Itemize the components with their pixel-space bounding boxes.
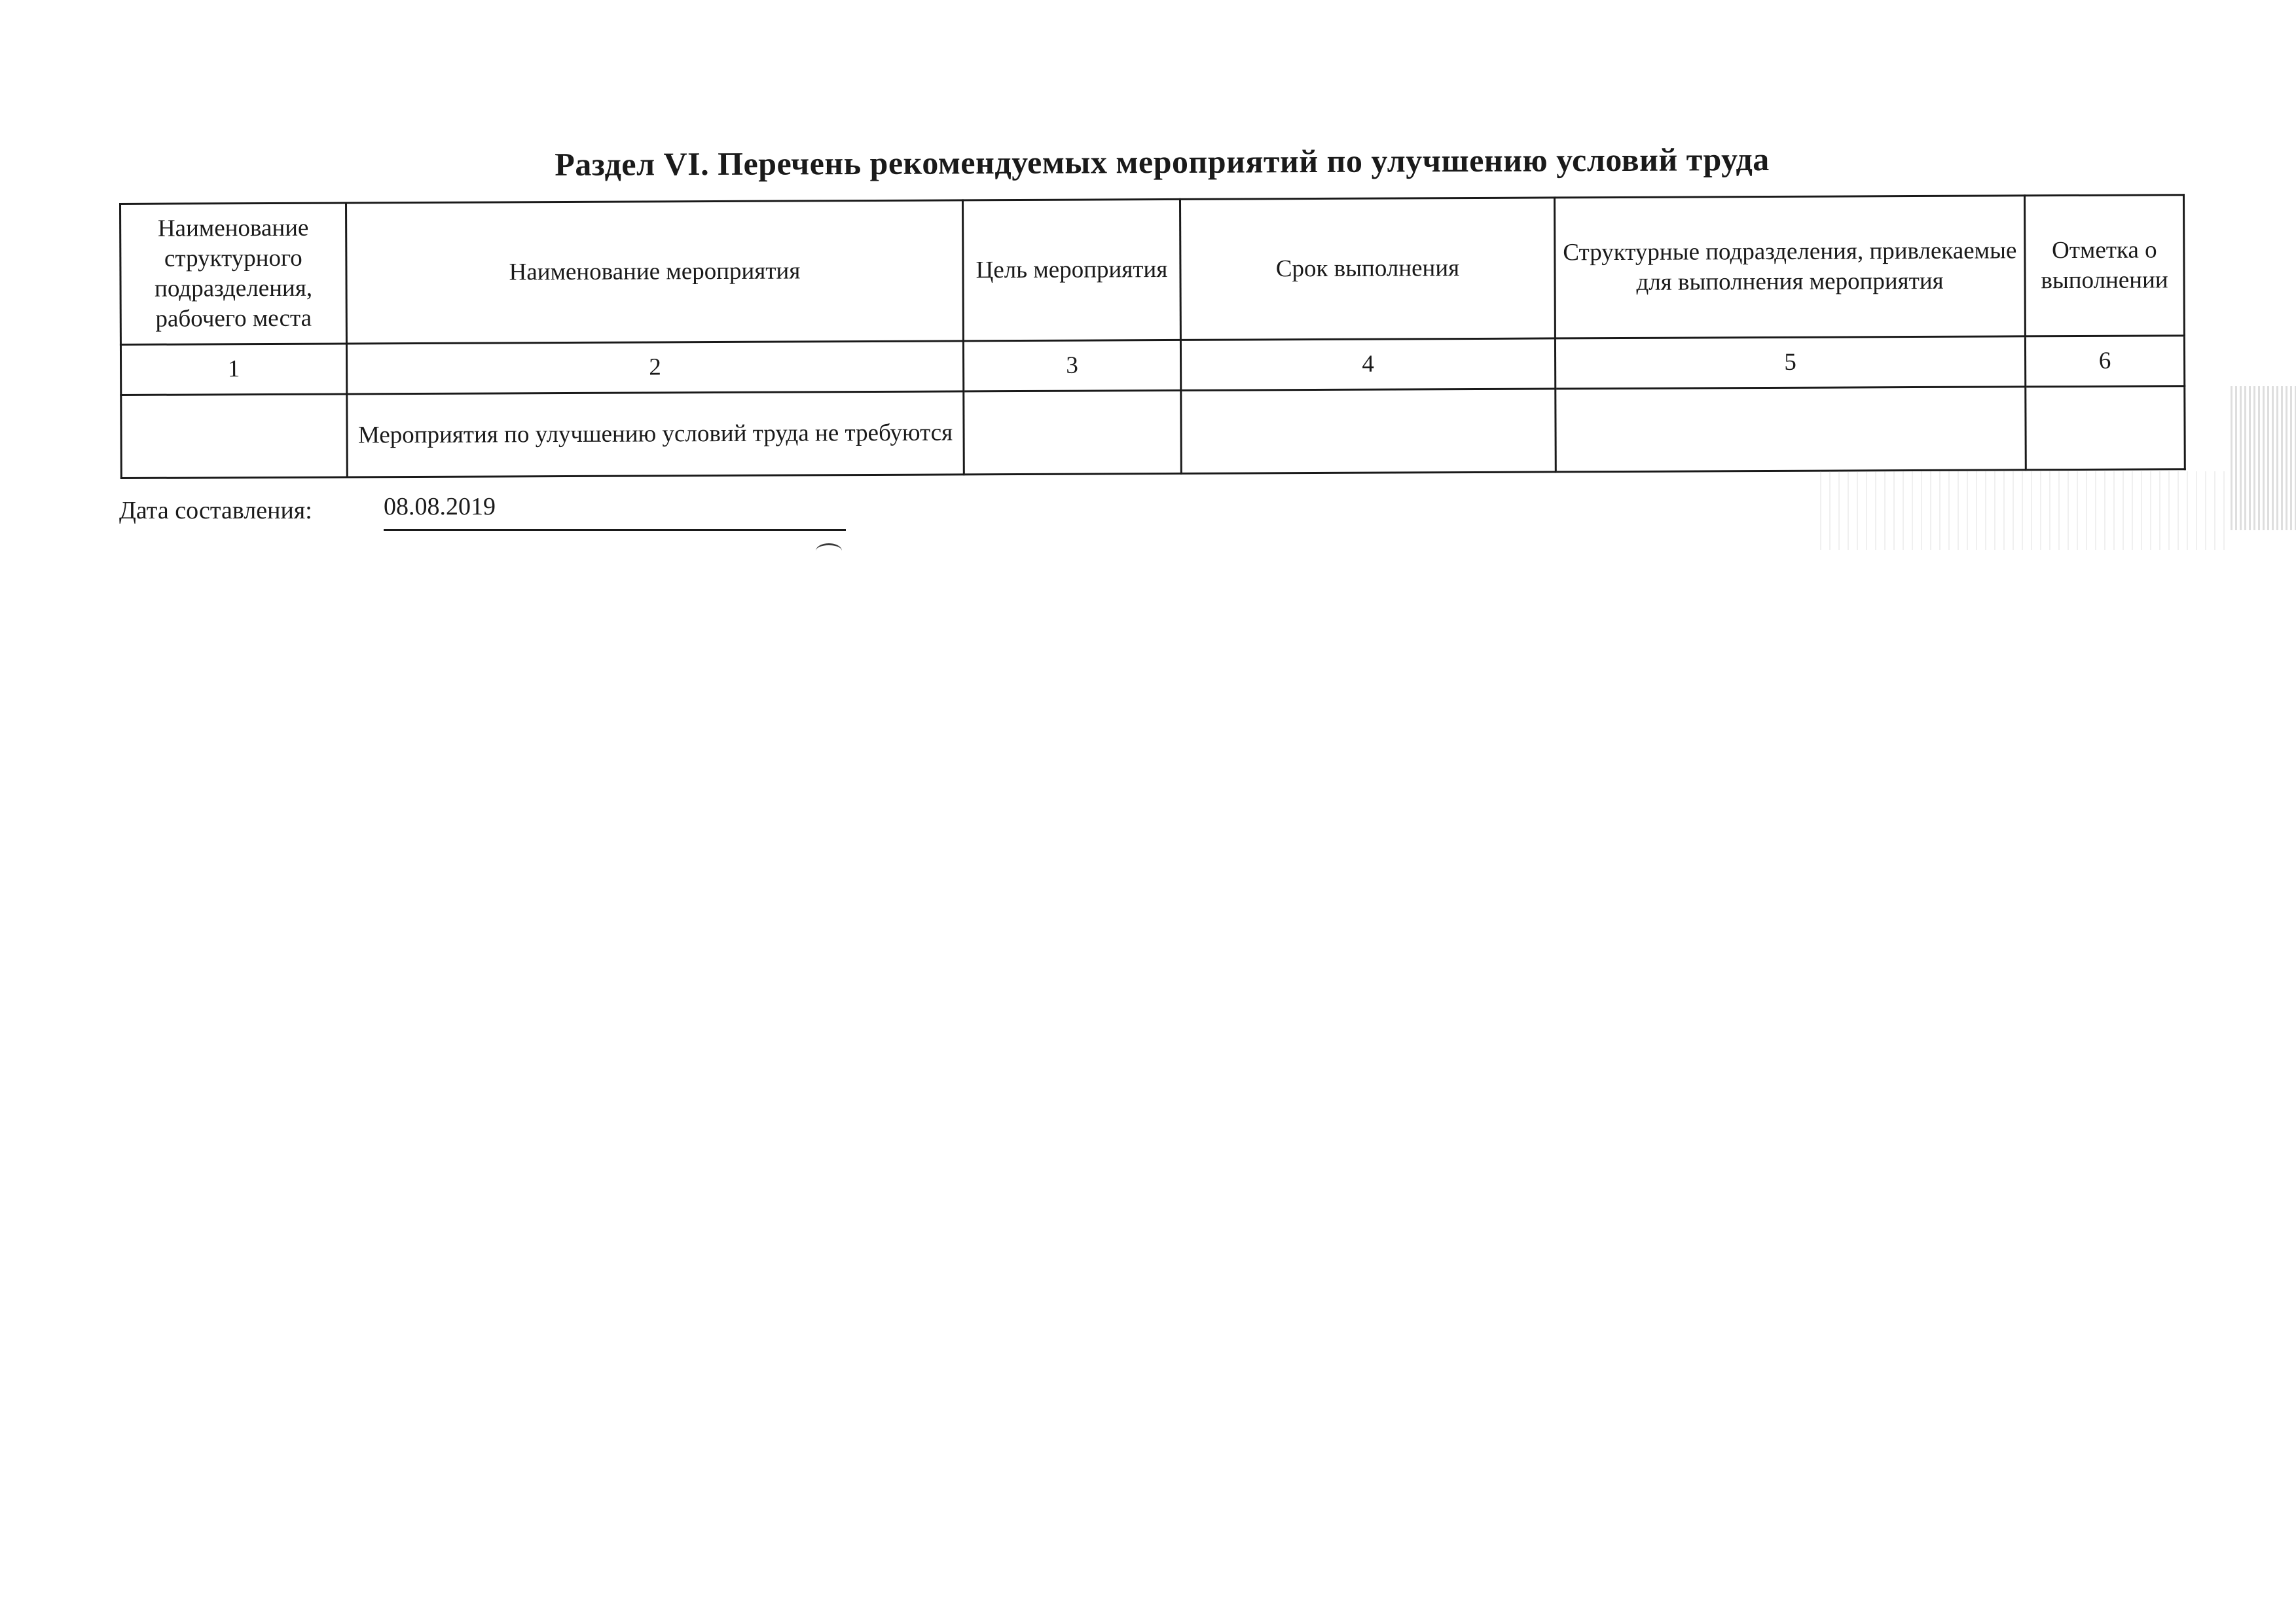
table-cell: Мероприятия по улучшению условий труда не требуются	[347, 391, 964, 477]
table-number-row	[120, 336, 2184, 395]
measures-table	[119, 194, 2186, 479]
date-label: Дата составления:	[119, 497, 312, 524]
table-cell	[121, 394, 348, 478]
measures-table-wrap	[119, 194, 2184, 479]
date-underline	[384, 529, 846, 531]
column-number: 6	[2025, 336, 2184, 387]
table-cell	[1556, 387, 2026, 472]
table-cell	[2026, 386, 2185, 470]
pen-mark	[816, 543, 842, 558]
header-cell-involved-units: Структурные подразделения, привлекаемые для выполнения мероприятия	[1554, 196, 2025, 338]
date-value: 08.08.2019	[384, 493, 496, 520]
scan-artifact	[2231, 386, 2296, 530]
header-cell-goal: Цель мероприятия	[962, 199, 1180, 340]
table-cell	[964, 390, 1182, 474]
table-row	[121, 386, 2185, 478]
header-cell-completion-mark: Отметка о выполнении	[2024, 195, 2184, 336]
table-header-row	[120, 195, 2185, 345]
column-number: 5	[1555, 336, 2025, 389]
column-number: 3	[963, 340, 1180, 391]
section-title: Раздел VI. Перечень рекомендуемых мероприятий по улучшению условий труда	[555, 140, 1770, 183]
table-cell	[1181, 389, 1556, 473]
column-number: 1	[120, 344, 346, 395]
column-number: 4	[1180, 338, 1555, 390]
header-cell-measure-name: Наименование мероприятия	[346, 200, 964, 344]
column-number: 2	[346, 341, 963, 394]
header-cell-subdivision: Наименование структурного подразделения, рабочего места	[120, 203, 347, 345]
scan-artifact	[1820, 471, 2226, 550]
header-cell-deadline: Срок выполнения	[1180, 198, 1555, 340]
